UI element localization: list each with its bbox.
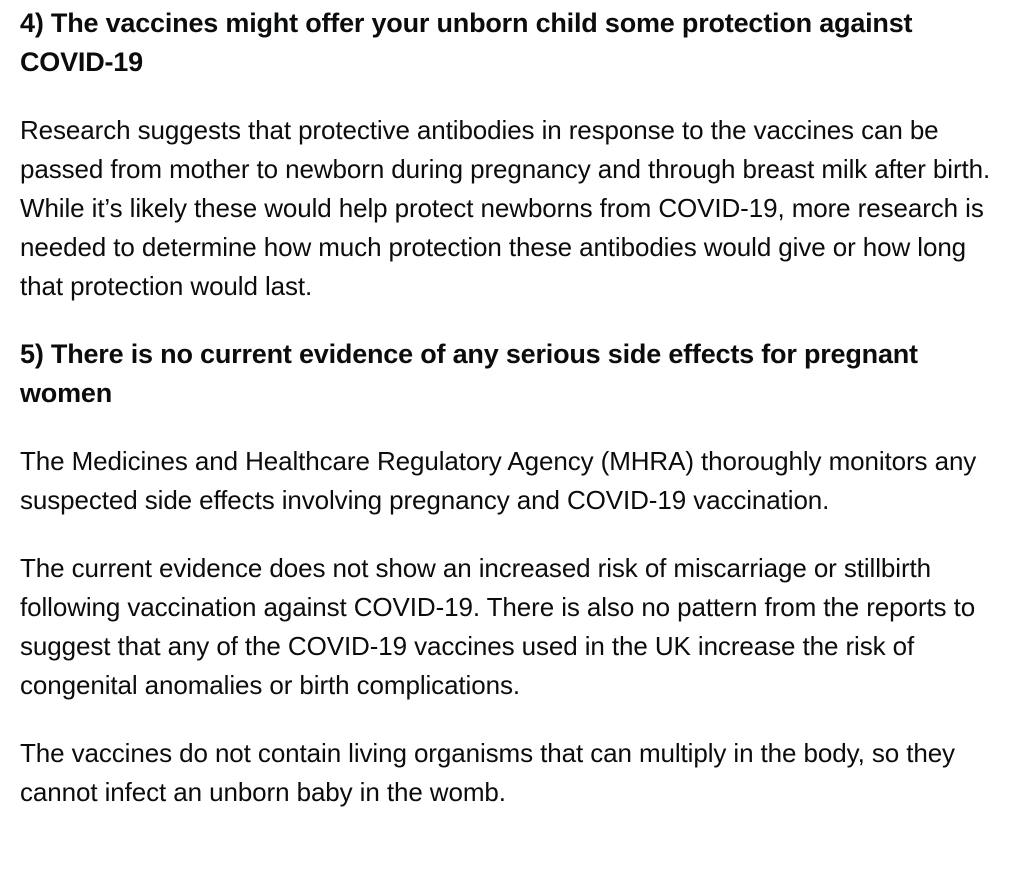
section-4-heading: 4) The vaccines might offer your unborn child some protection against COVID-19 [20, 8, 913, 77]
article-content [20, 4, 1010, 812]
section-4-paragraph-research: Research suggests that protective antibodies in response to the vaccines can be passed from mother to newborn during pregnancy and through breast milk after birth. While it’s likely these would help protect newborns from COVID-19, more research is needed to determine how much protection these antibodies would give or how long that protection would last. [20, 115, 991, 301]
section-5-paragraph-living-organisms: The vaccines do not contain living organisms that can multiply in the body, so they cannot infect an unborn baby in the womb. [20, 738, 955, 807]
section-5-heading: 5) There is no current evidence of any serious side effects for pregnant women [20, 339, 918, 408]
section-5-paragraph-evidence: The current evidence does not show an increased risk of miscarriage or stillbirth following vaccination against COVID-19. There is also no pattern from the reports to suggest that any of the COVID-19 vaccines used in the UK increase the risk of congenital anomalies or birth complications. [20, 553, 976, 700]
section-5-paragraph-mhra: The Medicines and Healthcare Regulatory Agency (MHRA) thoroughly monitors any suspected side effects involving pregnancy and COVID-19 vaccination. [20, 446, 977, 515]
